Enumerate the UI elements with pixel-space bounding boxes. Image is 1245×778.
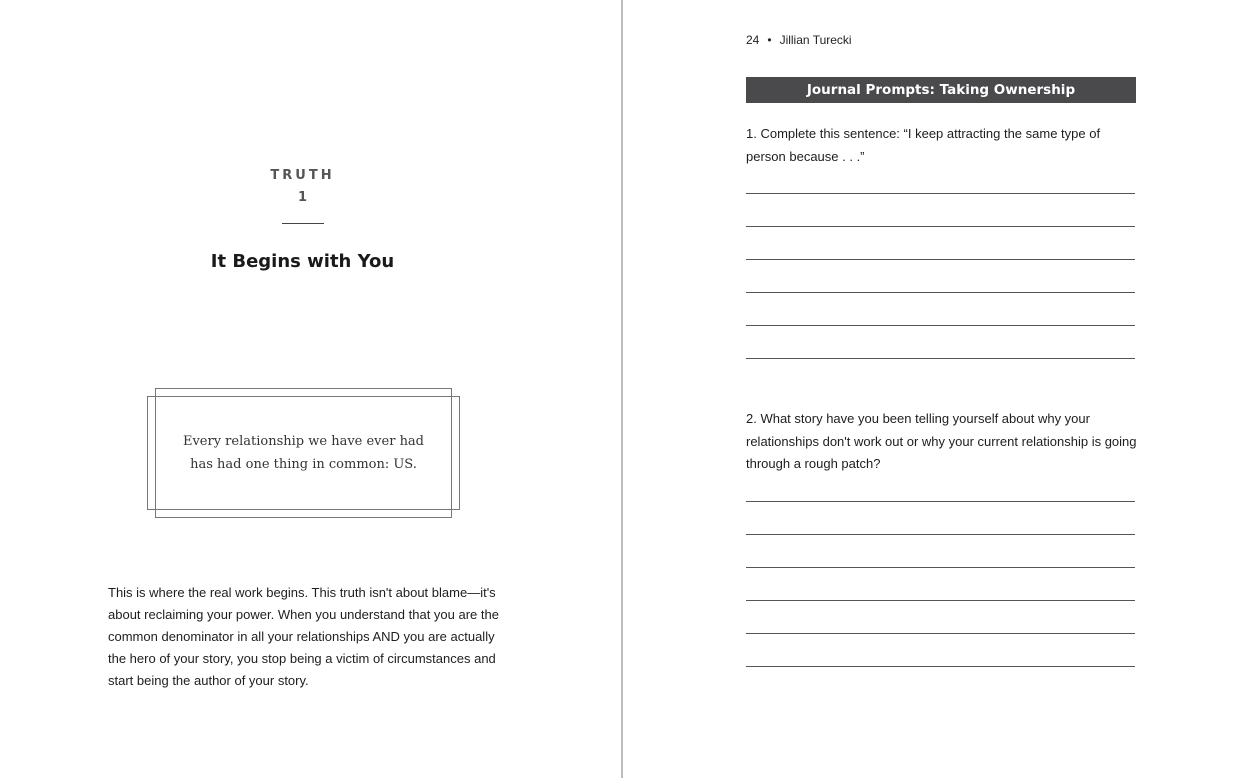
- prompt-line: through a rough patch?: [746, 456, 881, 471]
- truth-label: TRUTH: [270, 168, 335, 183]
- left-page: [0, 0, 622, 778]
- page-number: 24: [746, 33, 760, 47]
- running-head: [746, 33, 852, 47]
- section-heading: Journal Prompts: Taking Ownership: [746, 77, 1136, 103]
- body-line: This is where the real work begins. This truth isn't about blame—it's: [108, 585, 496, 600]
- title-divider: [282, 223, 324, 224]
- pull-quote: [155, 430, 452, 476]
- writing-line: [746, 193, 1135, 194]
- writing-line: [746, 325, 1135, 326]
- quote-line: has had one thing in common: US.: [190, 457, 417, 472]
- prompt-line: relationships don't work out or why your current relationship is going: [746, 433, 1137, 449]
- right-page: [623, 0, 1245, 778]
- writing-line: [746, 501, 1135, 502]
- writing-line: [746, 292, 1135, 293]
- body-line: about reclaiming your power. When you understand that you are the: [108, 607, 499, 622]
- prompt-line: 1. Complete this sentence: “I keep attracting the same type of: [746, 126, 1101, 141]
- chapter-title: It Begins with You: [210, 251, 395, 272]
- body-line: start being the author of your story.: [108, 673, 309, 688]
- writing-line: [746, 666, 1135, 667]
- body-line: common denominator in all your relationships AND you are actually: [108, 629, 495, 644]
- writing-line: [746, 259, 1135, 260]
- writing-line: [746, 226, 1135, 227]
- body-paragraph: [108, 582, 508, 692]
- author-name: Jillian Turecki: [779, 33, 852, 47]
- writing-line: [746, 567, 1135, 568]
- separator-bullet: •: [767, 33, 772, 47]
- writing-line: [746, 534, 1135, 535]
- prompt-line: person because . . .”: [746, 148, 865, 164]
- truth-number: 1: [297, 190, 308, 205]
- writing-line: [746, 633, 1135, 634]
- writing-line: [746, 358, 1135, 359]
- journal-prompt-2: [746, 408, 1141, 476]
- journal-prompt-1: [746, 123, 1141, 168]
- quote-line: Every relationship we have ever had: [182, 434, 425, 449]
- writing-line: [746, 600, 1135, 601]
- body-line: the hero of your story, you stop being a victim of circumstances and: [108, 651, 496, 666]
- prompt-line: 2. What story have you been telling yourself about why your: [746, 411, 1090, 426]
